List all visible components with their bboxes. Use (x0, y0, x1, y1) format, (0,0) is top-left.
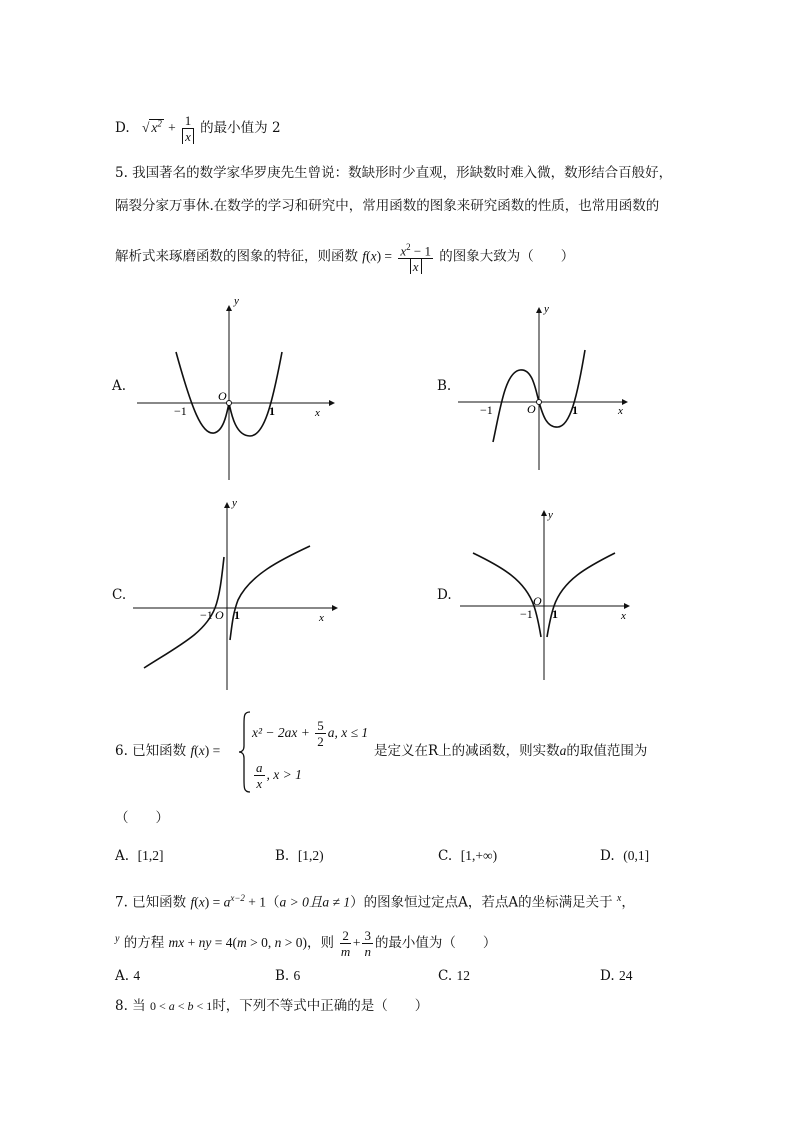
graph-option-b[interactable] (437, 300, 637, 480)
q7-option-c[interactable]: C. 12 (438, 968, 470, 984)
graph-a-y-label: y (234, 295, 239, 307)
q6-paren: （ ） (115, 810, 169, 826)
q6-brace (238, 710, 252, 794)
q6-stem: 6. 已知函数 f(x) = (115, 743, 221, 759)
q6-option-a[interactable]: A. [1,2] (115, 848, 164, 864)
graph-a-label: A. (112, 378, 127, 394)
q6-stem-suffix: 是定义在R上的减函数，则实数a的取值范围为 (374, 743, 648, 759)
graph-c-tick-neg1: −1 (200, 608, 213, 622)
graph-b-x-label: x (618, 405, 623, 417)
q6-prefix: 6. 已知函数 (115, 743, 187, 759)
graph-b-plot (455, 300, 635, 475)
q6-option-c[interactable]: C. [1,+∞) (438, 848, 498, 864)
q4-option-d-label: D. (115, 120, 130, 136)
q6-case2: $\frac{a}{x}$ , x > 1 (256, 760, 302, 791)
q6-option-b[interactable]: B. [1,2) (275, 848, 324, 864)
graph-d-origin: O (533, 594, 542, 608)
graph-a-origin: O (218, 389, 227, 403)
graph-option-a[interactable] (112, 290, 342, 490)
graph-d-label: D. (437, 587, 452, 603)
q7-option-b[interactable]: B. 6 (275, 968, 301, 984)
q4-option-d: D. √ $x^2$ + $\frac{1}{x}$ 的最小值为 2 (115, 113, 281, 144)
graph-option-d[interactable] (437, 505, 637, 685)
q5-line3: 解析式来琢磨函数的图象的特征，则函数 f(x) = $\frac{x^2 - 1}{x}$ 的图象大致为（ ） (115, 242, 575, 275)
q5-function: f (362, 248, 367, 264)
q6-option-d[interactable]: D. (0,1] (600, 848, 650, 864)
q7-line2: $^y$ 的方程 mx + ny = 4(m > 0, n > 0)，则 $\frac{2}{m}$ + $\frac{3}{n}$ 的最小值为（ ） (115, 928, 497, 959)
q7-option-d[interactable]: D. 24 (600, 968, 633, 984)
graph-a-tick-1: 1 (269, 404, 275, 418)
q5-line3-prefix: 解析式来琢磨函数的图象的特征，则函数 (115, 248, 358, 265)
graph-d-y-label: y (548, 509, 553, 521)
graph-c-tick-1: 1 (234, 608, 240, 622)
q8-stem: 8. 当 0 < a < b < 1时，下列不等式中正确的是（ ） (115, 998, 429, 1014)
q5-line2: 隔裂分家万事休.在数学的学习和研究中，常用函数的图象来研究函数的性质，也常用函数的 (115, 198, 660, 214)
graph-option-c[interactable] (112, 495, 342, 695)
graph-d-x-label: x (621, 610, 626, 622)
graph-c-origin: O (215, 608, 224, 622)
graph-b-y-label: y (544, 303, 549, 315)
graph-d-tick-neg1: −1 (520, 607, 533, 621)
graph-a-plot (132, 290, 342, 485)
graph-b-label: B. (437, 378, 452, 394)
q7-line1: 7. 已知函数 $f(x) = a^{x-2} + 1(a > 0$且a ≠ 1）的图象恒过定点A，若点A的坐标满足关于 $^x$， (115, 893, 635, 911)
graph-c-x-label: x (319, 612, 324, 624)
graph-b-tick-neg1: −1 (480, 403, 493, 417)
graph-c-y-label: y (232, 497, 237, 509)
q7-option-a[interactable]: A. 4 (115, 968, 141, 984)
graph-b-tick-1: 1 (572, 403, 578, 417)
graph-b-origin: O (527, 402, 536, 416)
graph-a-x-label: x (315, 407, 320, 419)
graph-c-label: C. (112, 587, 127, 603)
graph-d-plot (457, 505, 637, 683)
q6-case1: x² − 2ax + $\frac{5}{2}$ a, x ≤ 1 (252, 718, 369, 749)
q5-line1: 5. 我国著名的数学家华罗庚先生曾说：数缺形时少直观，形缺数时难入微，数形结合百般好， (115, 165, 673, 181)
graph-a-tick-neg1: −1 (174, 404, 187, 418)
graph-c-plot (130, 495, 345, 693)
q5-line3-suffix: 的图象大致为（ ） (439, 248, 575, 265)
q4-option-d-text: 的最小值为 2 (200, 120, 281, 136)
graph-d-tick-1: 1 (552, 607, 558, 621)
